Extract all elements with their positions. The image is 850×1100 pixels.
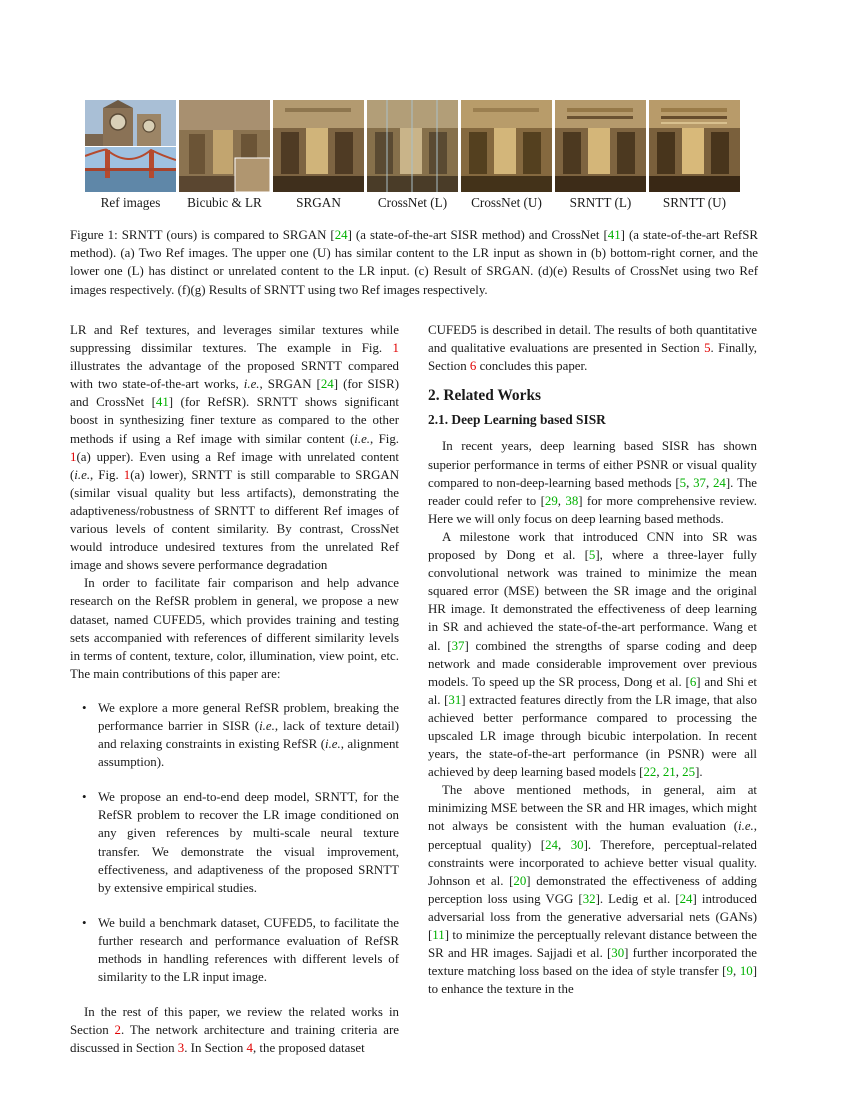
paragraph: In recent years, deep learning based SISR has shown superior performance in terms of either PSNR or visual quality compared to non-deep-learning based methods [5, 37, 24]. The reader could refer to [29, 38] for more comprehensive review. Here we will only focus on deep learning based methods. xyxy=(428,439,758,526)
ref-images-panel xyxy=(85,100,176,192)
citation-link[interactable]: 21 xyxy=(662,765,676,780)
figure-caption: Figure 1: SRNTT (ours) is compared to SRGAN [24] (a state-of-the-art SISR method) and CrossNet [41] (a state-of-the-art RefSR method). (a) Two Ref images. The upper one (U) has similar content to the LR input as shown in (b) bottom-right corner, and the lower one (L) has distinct or unrelated content to the LR input. (c) Result of SRGAN. (d)(e) Results of CrossNet using two Ref images respectively. (f)(g) Results of SRNTT using two Ref images respectively. xyxy=(70,228,758,297)
citation-link[interactable]: 6 xyxy=(689,674,697,689)
crossnet-u-thumbnail xyxy=(461,100,552,192)
citation-link[interactable]: 30 xyxy=(611,946,625,961)
label-crossnet-u: CrossNet (U) xyxy=(471,195,542,210)
srntt-l-panel xyxy=(555,100,646,192)
label-srgan: SRGAN xyxy=(296,195,341,210)
label-bicubic-lr: Bicubic & LR xyxy=(187,195,262,210)
citation-link[interactable]: 24 xyxy=(712,475,726,490)
srntt-u-panel xyxy=(649,100,740,192)
figure-ref-link[interactable]: 1 xyxy=(70,449,77,464)
subsection-heading: 2.1. Deep Learning based SISR xyxy=(428,412,606,428)
crossnet-l-thumbnail xyxy=(367,100,458,192)
label-ref-images: Ref images xyxy=(100,195,161,210)
citation-link[interactable]: 41 xyxy=(155,395,169,410)
section-heading: 2. Related Works xyxy=(428,387,542,405)
bicubic-lr-thumbnail xyxy=(179,100,270,192)
citation-link[interactable]: 5 xyxy=(679,475,687,490)
section-ref-link[interactable]: 5 xyxy=(704,341,711,356)
srntt-u-thumbnail xyxy=(649,100,740,192)
figure-1 xyxy=(85,100,743,192)
label-srntt-u: SRNTT (U) xyxy=(662,195,727,210)
paragraph: CUFED5 is described in detail. The results of both quantitative and qualitative evaluations are presented in Section 5. Finally, Section 6 concludes this paper. xyxy=(428,323,758,374)
crossnet-u-panel xyxy=(461,100,552,192)
figure-ref-link[interactable]: 1 xyxy=(392,341,399,356)
list-item: • We build a benchmark dataset, CUFED5, to facilitate the further research and performance evaluation of RefSR methods in handling references with different levels of similarity to the LR input image. xyxy=(82,915,399,985)
srntt-l-thumbnail xyxy=(555,100,646,192)
citation-link[interactable]: 41 xyxy=(607,228,621,242)
citation-link[interactable]: 30 xyxy=(570,837,584,852)
citation-link[interactable]: 25 xyxy=(682,765,696,780)
paragraph: A milestone work that introduced CNN into SR was proposed by Dong et al. [5], where a three-layer fully convolutional network was trained to minimize the mean squared error (MSE) between the SR image and the original HR image. It demonstrated the effectiveness of deep learning in SR and achieved the state-of-the-art performance. Wang et al. [37] combined the strengths of sparse coding and deep network and made considerable improvement over previous models. To speed up the SR process, Dong et al. [6] and Shi et al. [31] extracted features directly from the LR image, that also achieved better performance compared to processing the upscaled LR image through bicubic interpolation. In recent years, the state-of-the-art performance (in PSNR) were all achieved by deep learning based models [22, 21, 25]. xyxy=(428,529,758,780)
label-srntt-l: SRNTT (L) xyxy=(569,195,632,210)
paragraph: The above mentioned methods, in general, aim at minimizing MSE between the SR and HR images, which might not always be consistent with the human evaluation (i.e., perceptual quality) [24, 30]. Therefore, perceptual-related constraints were incorporated to achieve better visual quality. Johnson et al. [20] demonstrated the effectiveness of adding perception loss using VGG [32]. Ledig et al. [24] introduced adversarial loss from the generative adversarial nets (GANs) [11] to minimize the perceptually relevant distance between the SR and HR images. Sajjadi et al. [30] further incorporated the texture matching loss based on the idea of style transfer [9, 10] to enhance the texture in the xyxy=(428,783,757,997)
crossnet-l-panel xyxy=(367,100,458,192)
citation-link[interactable]: 29 xyxy=(544,493,558,508)
contributions-list xyxy=(70,699,399,986)
list-item: • We propose an end-to-end deep model, SRNTT, for the RefSR problem to recover the LR image conditioned on any given references by multi-scale neural texture transfer. We demonstrate the visual improvement, effectiveness, and adaptiveness of the proposed SRNTT by extensive empirical studies. xyxy=(82,790,399,895)
citation-link[interactable]: 24 xyxy=(679,891,693,906)
citation-link[interactable]: 37 xyxy=(451,638,465,653)
right-column xyxy=(428,321,757,998)
ref-images-thumbnail xyxy=(85,100,176,192)
section-ref-link[interactable]: 4 xyxy=(246,1041,253,1056)
srgan-panel xyxy=(273,100,364,192)
left-column xyxy=(70,321,399,1057)
section-ref-link[interactable]: 3 xyxy=(177,1041,185,1056)
section-ref-link[interactable]: 6 xyxy=(469,359,477,374)
citation-link[interactable]: 10 xyxy=(739,964,753,979)
paragraph: LR and Ref textures, and leverages similar textures while suppressing dissimilar textures. The example in Fig. 1 illustrates the advantage of the proposed SRNTT compared with two state-of-the-art works, i.e., SRGAN [24] (for SISR) and CrossNet [41] (for RefSR). SRNTT shows significant boost in synthesizing finer texture as compared to the other methods if using a Ref image with similar content (i.e., Fig. 1(a) upper). Even using a Ref image with unrelated content (i.e., Fig. 1(a) lower), SRNTT is still comparable to SRGAN (similar visual quality but less artifacts), demonstrating the adaptiveness/robustness of SRNTT to different Ref images of various levels of content similarity. By contrast, CrossNet would introduce undesired textures from the unrelated Ref image and shows severe performance degradation xyxy=(70,323,400,573)
citation-link[interactable]: 37 xyxy=(693,475,706,490)
citation-link[interactable]: 38 xyxy=(565,493,579,508)
figure-ref-link[interactable]: 1 xyxy=(123,467,131,482)
citation-link[interactable]: 20 xyxy=(513,873,527,888)
citation-link[interactable]: 22 xyxy=(643,765,657,780)
citation-link[interactable]: 31 xyxy=(448,692,462,707)
citation-link[interactable]: 32 xyxy=(582,891,596,906)
citation-link[interactable]: 11 xyxy=(432,928,445,942)
citation-link[interactable]: 24 xyxy=(334,228,348,242)
bicubic-lr-panel xyxy=(179,100,270,192)
section-ref-link[interactable]: 2 xyxy=(114,1023,121,1038)
citation-link[interactable]: 5 xyxy=(588,548,596,563)
label-crossnet-l: CrossNet (L) xyxy=(377,195,448,210)
citation-link[interactable]: 24 xyxy=(320,377,334,392)
srgan-thumbnail xyxy=(273,100,364,192)
citation-link[interactable]: 24 xyxy=(545,837,558,852)
citation-link[interactable]: 9 xyxy=(726,964,733,979)
list-item: • We explore a more general RefSR problem, breaking the performance barrier in SISR (i.e., lack of texture detail) and relaxing constraints in existing RefSR (i.e., alignment assumption). xyxy=(82,700,399,770)
paragraph: In order to facilitate fair comparison and help advance research on the RefSR problem in general, we propose a new dataset, named CUFED5, which provides training and testing sets accompanied with references of different similarity levels in terms of content, texture, color, illumination, view point, etc. The main contributions of this paper are: xyxy=(70,576,399,681)
paragraph: In the rest of this paper, we review the related works in Section 2. The network architecture and training criteria are discussed in Section 3. In Section 4, the proposed dataset xyxy=(70,1005,399,1056)
